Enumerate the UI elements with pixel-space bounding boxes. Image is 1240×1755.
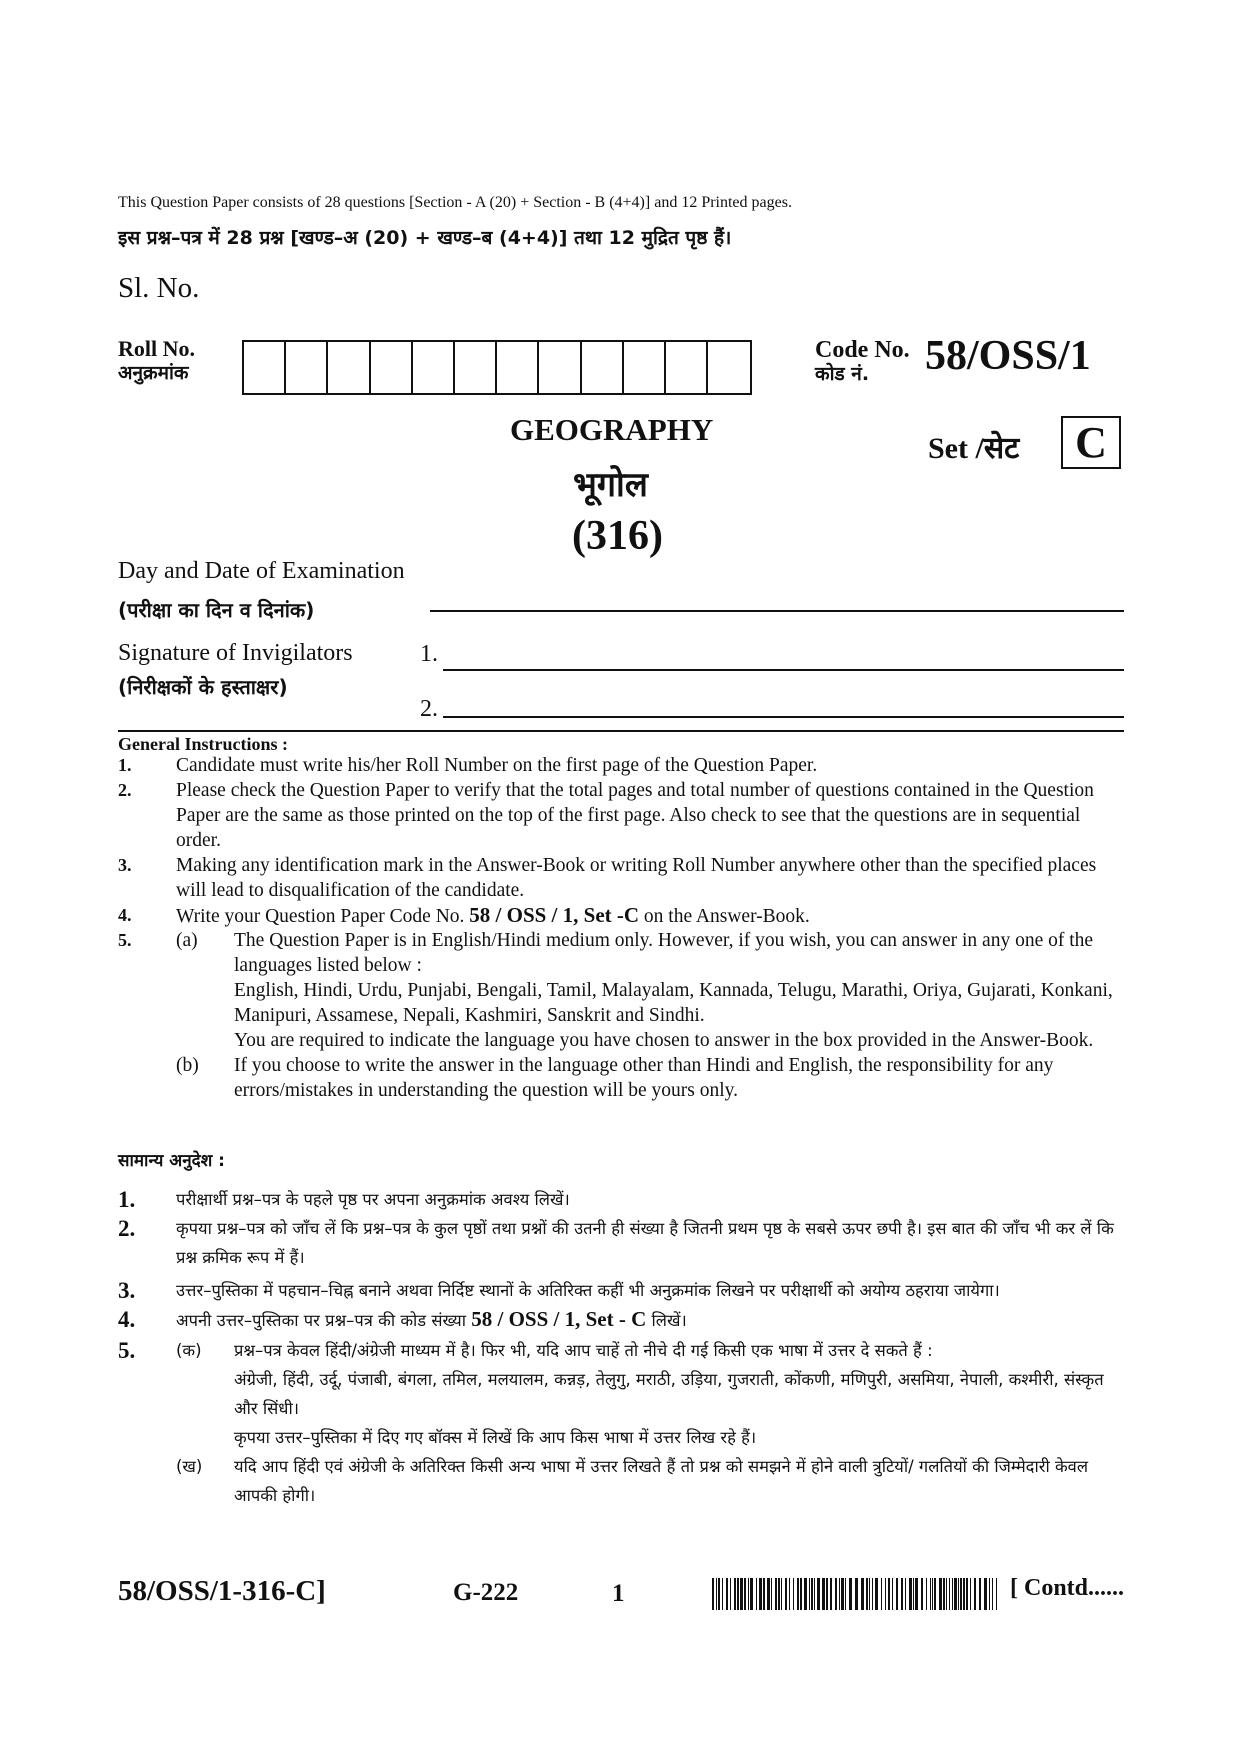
barcode-bar (866, 1578, 868, 1610)
barcode (712, 1578, 998, 1610)
roll-number-boxes[interactable] (242, 340, 752, 395)
barcode-bar (845, 1578, 846, 1610)
paper-code-bold: 58 / OSS / 1, Set -C (469, 903, 640, 927)
barcode-bar (930, 1578, 931, 1610)
instruction-sub-b (176, 1053, 1124, 1103)
instruction-sub-a (176, 928, 1124, 1053)
barcode-bar (835, 1578, 837, 1610)
instruction-text-after: लिखें। (646, 1311, 687, 1330)
barcode-bar (861, 1578, 864, 1610)
barcode-bar (740, 1578, 743, 1610)
sub-text-2: English, Hindi, Urdu, Punjabi, Bengali, Tamil, Malayalam, Kannada, Telugu, Marathi, Oriya, Gujarati, Konkani, Manipuri, Assamese, Nepali, Kashmiri, Sanskrit and Sindhi. (234, 980, 1113, 1026)
instruction-hi-4 (118, 1305, 1124, 1335)
instruction-text: Making any identification mark in the Answer-Book or writing Roll Number anywhere other than the specified places will lead to disqualification of the candidate. (176, 855, 1097, 901)
barcode-bar (734, 1578, 736, 1610)
barcode-bar (926, 1578, 927, 1610)
sub-text-3: You are required to indicate the language you have chosen to answer in the box provided in the Answer-Book. (234, 1030, 1094, 1051)
roll-number-box[interactable] (624, 342, 666, 393)
sub-label: (b) (176, 1055, 199, 1076)
roll-number-box[interactable] (413, 342, 455, 393)
barcode-bar (785, 1578, 787, 1610)
barcode-bar (939, 1578, 942, 1610)
roll-number-box[interactable] (539, 342, 581, 393)
barcode-bar (744, 1578, 746, 1610)
barcode-bar (830, 1578, 832, 1610)
roll-number-label (118, 337, 195, 385)
subject-title-hi: भूगोल (573, 465, 648, 505)
barcode-bar (771, 1578, 772, 1610)
signature-1-line[interactable] (443, 669, 1124, 671)
roll-number-box[interactable] (497, 342, 539, 393)
sub-label: (a) (176, 930, 198, 951)
instruction-number: 5. (118, 930, 132, 950)
barcode-bar (722, 1578, 723, 1610)
roll-number-box[interactable] (455, 342, 497, 393)
roll-number-box[interactable] (582, 342, 624, 393)
invigilator-signature-label-en: Signature of Invigilators (118, 640, 353, 666)
signature-1-number: 1. (420, 641, 438, 667)
barcode-bar (759, 1578, 762, 1610)
code-number-label-hi: कोड नं. (815, 363, 870, 385)
instruction-number: 3. (118, 855, 132, 875)
section-divider (118, 730, 1124, 732)
barcode-bar (800, 1578, 802, 1610)
code-number-value: 58/OSS/1 (925, 333, 1091, 379)
instruction-en-1 (118, 753, 1124, 778)
barcode-bar (989, 1578, 990, 1610)
instruction-number: 4. (118, 1307, 136, 1332)
barcode-bar (869, 1578, 870, 1610)
barcode-bar (872, 1578, 873, 1610)
page-number: 1 (612, 1580, 625, 1607)
barcode-bar (797, 1578, 799, 1610)
code-number-label (815, 338, 910, 386)
barcode-bar (943, 1578, 945, 1610)
footer-g-code: G-222 (453, 1579, 519, 1606)
barcode-bar (881, 1578, 882, 1610)
barcode-bar (963, 1578, 965, 1610)
instruction-text-after: on the Answer-Book. (639, 906, 810, 927)
barcode-bar (892, 1578, 893, 1610)
barcode-bar (781, 1578, 782, 1610)
paper-code-bold: 58 / OSS / 1, Set - C (471, 1307, 647, 1331)
instruction-text: परीक्षार्थी प्रश्न–पत्र के पहले पृष्ठ पर अपना अनुक्रमांक अवश्य लिखें। (176, 1190, 570, 1209)
code-number-label-en: Code No. (815, 337, 910, 363)
roll-number-box[interactable] (371, 342, 413, 393)
instruction-sub-kha (176, 1452, 1124, 1510)
barcode-bar (909, 1578, 912, 1610)
instruction-en-3 (118, 853, 1124, 903)
subject-code: (316) (572, 513, 663, 559)
barcode-bar (958, 1578, 959, 1610)
barcode-bar (888, 1578, 890, 1610)
barcode-bar (775, 1578, 777, 1610)
instruction-number: 2. (118, 1216, 136, 1241)
barcode-bar (970, 1578, 971, 1610)
sub-text: If you choose to write the answer in the language other than Hindi and English, the responsibility for any errors/mistakes in understanding the question will be yours only. (234, 1055, 1054, 1101)
continued-marker: [ Contd...... (1010, 1575, 1125, 1601)
barcode-bar (778, 1578, 780, 1610)
barcode-bar (960, 1578, 962, 1610)
barcode-bar (905, 1578, 906, 1610)
barcode-bar (748, 1578, 749, 1610)
invigilator-signature-label-hi: (निरीक्षकों के हस्ताक्षर) (118, 675, 288, 699)
barcode-bar (811, 1578, 813, 1610)
exam-date-label-hi: (परीक्षा का दिन व दिनांक) (118, 598, 315, 622)
subject-title-en: GEOGRAPHY (510, 412, 714, 447)
footer-paper-code: 58/OSS/1-316-C] (118, 1575, 326, 1607)
barcode-bar (804, 1578, 807, 1610)
exam-date-line[interactable] (430, 610, 1124, 612)
instruction-number: 3. (118, 1278, 136, 1303)
paper-info-hindi: इस प्रश्न–पत्र में 28 प्रश्न [खण्ड–अ (20) + खण्ड–ब (4+4)] तथा 12 मुद्रित पृष्ठ हैं। (118, 227, 732, 249)
instruction-number: 2. (118, 780, 132, 800)
barcode-bar (767, 1578, 770, 1610)
sub-text-3: कृपया उत्तर–पुस्तिका में दिए गए बॉक्स में लिखें कि आप किस भाषा में उत्तर लिख रहे हैं। (234, 1428, 757, 1447)
barcode-bar (979, 1578, 981, 1610)
barcode-bar (966, 1578, 968, 1610)
instruction-text (176, 1305, 1124, 1335)
barcode-bar (954, 1578, 957, 1610)
instruction-en-5 (118, 928, 1124, 1103)
barcode-bar (737, 1578, 739, 1610)
sub-text: यदि आप हिंदी एवं अंग्रेजी के अतिरिक्त किसी अन्य भाषा में उत्तर लिखते हैं तो प्रश्न को समझने में होने वाली त्रुटियों/ गलतियों की जिम्मेदारी केवल आपकी होगी। (234, 1457, 1089, 1505)
barcode-bar (817, 1578, 820, 1610)
barcode-bar (726, 1578, 728, 1610)
instruction-en-2 (118, 778, 1124, 853)
barcode-bar (814, 1578, 815, 1610)
instruction-text: उत्तर–पुस्तिका में पहचान–चिह्न बनाने अथवा निर्दिष्ट स्थानों के अतिरिक्त कहीं भी अनुक्रमांक लिखने पर परीक्षार्थी को अयोग्य ठहराया जायेगा। (176, 1281, 1000, 1300)
sub-text-1: प्रश्न–पत्र केवल हिंदी/अंग्रेजी माध्यम में है। फिर भी, यदि आप चाहें तो नीचे दी गई किसी एक भाषा में उत्तर दे सकते हैं : (234, 1341, 933, 1360)
roll-number-box[interactable] (666, 342, 708, 393)
barcode-bar (826, 1578, 828, 1610)
instruction-hi-3 (118, 1276, 1124, 1305)
signature-2-line[interactable] (443, 716, 1124, 718)
instruction-hi-2 (118, 1214, 1124, 1272)
set-value-box: C (1061, 416, 1121, 469)
barcode-bar (952, 1578, 953, 1610)
barcode-bar (901, 1578, 903, 1610)
barcode-bar (756, 1578, 757, 1610)
instruction-text-before: Write your Question Paper Code No. (176, 906, 470, 927)
barcode-bar (921, 1578, 923, 1610)
barcode-bar (949, 1578, 950, 1610)
barcode-bar (875, 1578, 878, 1610)
barcode-bar (915, 1578, 918, 1610)
barcode-bar (996, 1578, 997, 1610)
barcode-bar (885, 1578, 886, 1610)
barcode-bar (809, 1578, 810, 1610)
roll-number-label-en: Roll No. (118, 336, 195, 361)
instruction-text: Please check the Question Paper to verify that the total pages and total number of questions contained in the Question Paper are the same as those printed on the top of the first page. Also check to see that the questions are in sequential order. (176, 780, 1094, 851)
general-instructions-heading: General Instructions : (118, 734, 288, 754)
instruction-text-before: अपनी उत्तर–पुस्तिका पर प्रश्न–पत्र की कोड संख्या (176, 1311, 472, 1330)
general-instructions-heading-hi: सामान्य अनुदेश : (118, 1151, 225, 1171)
serial-number-label: Sl. No. (118, 272, 200, 304)
barcode-bar (716, 1578, 717, 1610)
instruction-hi-1 (118, 1185, 1124, 1214)
barcode-bar (763, 1578, 765, 1610)
exam-date-label-en: Day and Date of Examination (118, 558, 405, 584)
barcode-bar (793, 1578, 794, 1610)
instruction-number: 4. (118, 905, 132, 925)
sub-label: (क) (176, 1341, 202, 1360)
barcode-bar (992, 1578, 993, 1610)
barcode-bar (913, 1578, 914, 1610)
barcode-bar (718, 1578, 720, 1610)
sub-text-2: अंग्रेजी, हिंदी, उर्दू, पंजाबी, बंगला, तमिल, मलयालम, कन्नड़, तेलुगु, मराठी, उड़िया, गुजराती, कोंकणी, मणिपुरी, असमिया, नेपाली, कश्मीरी, संस्कृत और सिंधी। (234, 1370, 1104, 1418)
barcode-bar (946, 1578, 947, 1610)
barcode-bar (730, 1578, 731, 1610)
instruction-text (176, 903, 1124, 929)
instruction-text: Candidate must write his/her Roll Number on the first page of the Question Paper. (176, 755, 818, 776)
sub-label: (ख) (176, 1457, 203, 1476)
barcode-bar (789, 1578, 790, 1610)
roll-number-box[interactable] (328, 342, 370, 393)
barcode-bar (712, 1578, 714, 1610)
set-label: Set /सेट (928, 432, 1020, 465)
instruction-number: 1. (118, 755, 132, 775)
instruction-hi-5 (118, 1336, 1124, 1510)
instruction-text: कृपया प्रश्न–पत्र को जाँच लें कि प्रश्न–पत्र के कुल पृष्ठों तथा प्रश्नों की उतनी ही संख्या है जितनी प्रथम पृष्ठ के सबसे ऊपर छपी है। इस बात की जाँच भी कर लें कि प्रश्न क्रमिक रूप में हैं। (176, 1219, 1114, 1267)
barcode-bar (934, 1578, 936, 1610)
barcode-bar (855, 1578, 858, 1610)
barcode-bar (896, 1578, 898, 1610)
paper-info-english: This Question Paper consists of 28 questions [Section - A (20) + Section - B (4+4)] and 12 Printed pages. (118, 194, 792, 211)
barcode-bar (984, 1578, 987, 1610)
roll-number-box[interactable] (708, 342, 750, 393)
roll-number-box[interactable] (244, 342, 286, 393)
instruction-number: 5. (118, 1338, 136, 1363)
barcode-bar (849, 1578, 852, 1610)
instruction-sub-ka (176, 1336, 1124, 1452)
instruction-en-4 (118, 903, 1124, 929)
sub-text-1: The Question Paper is in English/Hindi medium only. However, if you wish, you can answer in any one of the languages listed below : (234, 930, 1094, 976)
barcode-bar (974, 1578, 976, 1610)
signature-2-number: 2. (420, 696, 438, 722)
barcode-bar (750, 1578, 753, 1610)
instruction-number: 1. (118, 1187, 136, 1212)
roll-number-box[interactable] (286, 342, 328, 393)
roll-number-label-hi: अनुक्रमांक (118, 362, 189, 384)
barcode-bar (841, 1578, 844, 1610)
barcode-bar (822, 1578, 825, 1610)
barcode-bar (932, 1578, 933, 1610)
barcode-bar (839, 1578, 840, 1610)
